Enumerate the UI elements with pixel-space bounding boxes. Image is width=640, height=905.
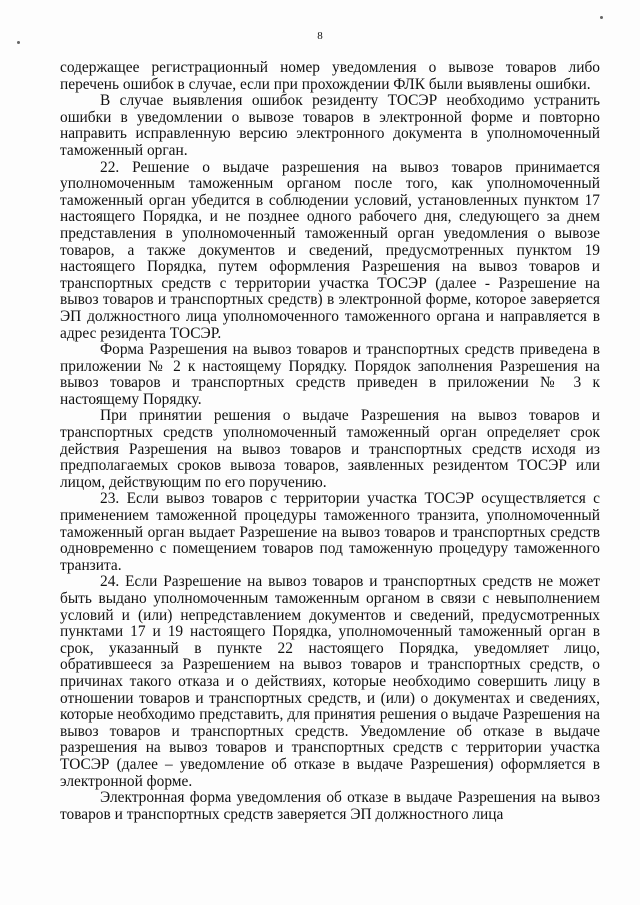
paragraph: В случае выявления ошибок резиденту ТОСЭР необходимо устранить ошибки в уведомлении о вывозе товаров в электронной форме и повторно направить исправленную версию электронного документа в уполномоченный таможенный орган. xyxy=(60,92,600,159)
paragraph: При принятии решения о выдаче Разрешения на вывоз товаров и транспортных средств уполномоченный таможенный орган определяет срок действия Разрешения на вывоз товаров и транспортных средств исходя из предполагаемых сроков вывоза товаров, заявленных резидентом ТОСЭР или лицом, действующим по его поручению. xyxy=(60,407,600,491)
paragraph: Форма Разрешения на вывоз товаров и транспортных средств приведена в приложении № 2 к настоящему Порядку. Порядок заполнения Разрешения на вывоз товаров и транспортных средств приведен в приложении № 3 к настоящему Порядку. xyxy=(60,341,600,408)
paragraph: содержащее регистрационный номер уведомления о вывозе товаров либо перечень ошибок в случае, если при прохождении ФЛК были выявлены ошибки. xyxy=(60,59,600,93)
page-number: 8 xyxy=(317,30,323,42)
scan-speck xyxy=(600,16,603,19)
paragraph-clause-23: 23. Если вывоз товаров с территории участка ТОСЭР осуществляется с применением таможенной процедуры таможенного транзита, уполномоченный таможенный орган выдает Разрешение на вывоз товаров и транспортных средств одновременно с помещением товаров под таможенную процедуру таможенного транзита. xyxy=(60,490,600,574)
paragraph-clause-24: 24. Если Разрешение на вывоз товаров и транспортных средств не может быть выдано уполномоченным таможенным органом в связи с невыполнением условий и (или) непредставлением документов и сведений, предусмотренных пунктами 17 и 19 настоящего Порядка, уполномоченный таможенный орган в срок, указанный в пункте 22 настоящего Порядка, уведомляет лицо, обратившееся за Разрешением на вывоз товаров и транспортных средств, о причинах такого отказа и о действиях, которые необходимо совершить лицу в отношении товаров и транспортных средств, и (или) о документах и сведениях, которые необходимо представить, для принятия решения о выдаче Разрешения на вывоз товаров и транспортных средств. Уведомление об отказе в выдаче разрешения на вывоз товаров и транспортных средств с территории участка ТОСЭР (далее – уведомление об отказе в выдаче Разрешения) оформляется в электронной форме. xyxy=(60,573,600,790)
document-body xyxy=(60,60,600,823)
paragraph-clause-22: 22. Решение о выдаче разрешения на вывоз товаров принимается уполномоченным таможенным органом после того, как уполномоченный таможенный орган убедится в соблюдении условий, установленных пунктом 17 настоящего Порядка, и не позднее одного рабочего дня, следующего за днем представления в уполномоченный таможенный орган уведомления о вывозе товаров, а также документов и сведений, предусмотренных пунктом 19 настоящего Порядка, путем оформления Разрешения на вывоз товаров и транспортных средств с территории участка ТОСЭР (далее - Разрешение на вывоз товаров и транспортных средств) в электронной форме, которое заверяется ЭП должностного лица уполномоченного таможенного органа и направляется в адрес резидента ТОСЭР. xyxy=(60,158,600,342)
paragraph: Электронная форма уведомления об отказе в выдаче Разрешения на вывоз товаров и транспортных средств заверяется ЭП должностного лица xyxy=(60,789,600,823)
